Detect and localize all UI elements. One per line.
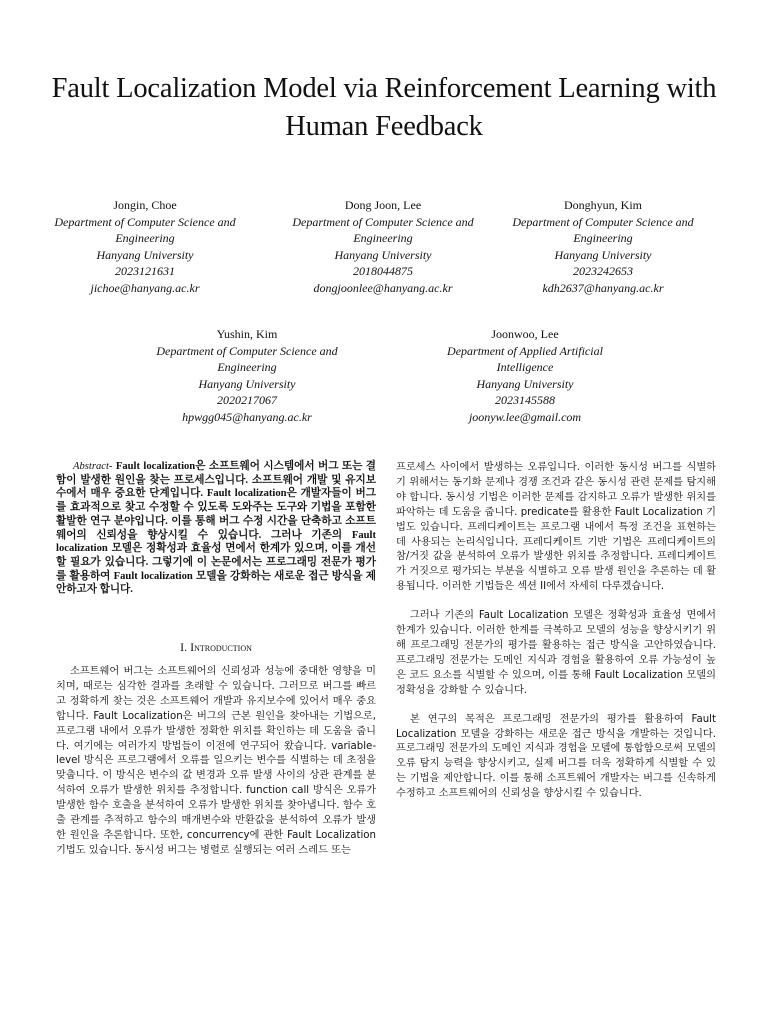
author-name: Jongin, Choe: [113, 198, 177, 212]
abstract: [56, 460, 376, 597]
author-block-4: [132, 326, 362, 425]
abstract-text: 모델을 강화하는 새로운 접근 방식을 제안하고자 합니다.: [56, 570, 376, 596]
author-block-1: [30, 197, 260, 296]
author-student-id: 2018044875: [353, 264, 413, 278]
author-university: Hanyang University: [198, 376, 296, 391]
abstract-text: 은 개발자들이 버그를 효과적으로 찾고 수정할 수 있도록 도와주는 도구와 기법을 포함한 활발한 연구 분야입니다. 이를 통해 버그 수정 시간을 단축하고 소프트웨어의 신뢰성을 향상시킬 수 있습니다. 그러나 기존의: [56, 488, 376, 541]
author-block-2: [268, 197, 498, 296]
abstract-label: Abstract-: [73, 461, 113, 472]
author-department: Department of Applied Artificial Intelligence: [447, 343, 603, 374]
author-name: Donghyun, Kim: [564, 198, 642, 212]
author-university: Hanyang University: [476, 376, 574, 391]
left-column: [56, 665, 376, 873]
author-department: Department of Computer Science and Engineering: [54, 214, 236, 245]
author-student-id: 2020217067: [217, 393, 277, 407]
right-column: [396, 461, 716, 816]
author-university: Hanyang University: [96, 247, 194, 262]
author-department: Department of Computer Science and Engineering: [292, 214, 474, 245]
author-student-id: 2023121631: [115, 264, 175, 278]
author-department: Department of Computer Science and Engineering: [156, 343, 338, 374]
paper-title: Fault Localization Model via Reinforcement Learning with Human Feedback: [51, 73, 717, 142]
paragraph: 프로세스 사이에서 발생하는 오류입니다. 이러한 동시성 버그를 식별하기 위해서는 동기화 문제나 경쟁 조건과 같은 동시성 관련 문제를 탐지해야 합니다. 동시성 기법은 이러한 문제를 감지하고 오류가 발생한 위치를 파악하는 데 도움을 줍니다. predicate를 활용한 Fault Localization 기법도 있습니다. 프레디케이트는 프로그램 내에서 특정 조건을 표현하는데 사용되는 논리식입니다. 프레디케이트 기반 기법은 프레디케이트의 참/거짓 값을 분석하여 오류가 발생한 위치를 추정합니다. 프레디케이트가 거짓으로 평가되는 부분을 식별하고 오류 발생 원인을 추론하는 데 활용됩니다. 이러한 기법들은 섹션 II에서 자세히 다루겠습니다.: [396, 462, 716, 593]
author-name: Dong Joon, Lee: [344, 198, 422, 212]
section-heading: I. Introduction: [180, 640, 252, 654]
paragraph: 소프트웨어 버그는 소프트웨어의 신뢰성과 성능에 중대한 영향을 미치며, 때로는 심각한 결과를 초래할 수 있습니다. 그러므로 버그를 빠르고 정확하게 찾는 것은 소프트웨어 개발과 유지보수에 있어서 매우 중요합니다. Fault Localization은 버그의 근본 원인을 찾아내는 기법으로, 프로그램 내에서 오류가 발생한 정확한 위치를 확인하는 데 도움을 줍니다. 여기에는 여러가지 방법들이 이전에 연구되어 왔습니다. variable-level 방식은 프로그램에서 오류를 일으키는 변수를 식별하는 데 초점을 맞춥니다. 이 방식은 변수의 값 변경과 오류 발생 사이의 상관 관계를 분석하여 오류가 발생한 위치를 추정합니다. function call 방식은 오류가 발생한 함수 호출을 분석하여 오류가 발생한 위치를 찾아냅니다. 함수 호출 관계를 추적하고 함수의 매개변수와 반환값을 분석하여 오류가 발생한 원인을 추론합니다. 또한, concurrency에 관한 Fault Localization 기법도 있습니다. 동시성 버그는 병렬로 실행되는 여러 스레드 또는: [56, 666, 376, 856]
author-university: Hanyang University: [554, 247, 652, 262]
abstract-text: 은 소프트웨어 시스템에서 버그 또는 결함이 발생한 원인을 찾는 프로세스입니다. 소프트웨어 개발 및 유지보수에서 매우 중요한 단계입니다.: [56, 461, 376, 500]
author-university: Hanyang University: [334, 247, 432, 262]
author-block-5: [410, 326, 640, 425]
author-email: dongjoonlee@hanyang.ac.kr: [313, 280, 453, 295]
paragraph: 그러나 기존의 Fault Localization 모델은 정확성과 효율성 면에서 한계가 있습니다. 이러한 한계를 극복하고 모델의 성능을 향상시키기 위해 프로그래밍 전문가의 평가를 활용하는 접근 방식을 고안하였습니다. 프로그래밍 전문가는 도메인 지식과 경험을 활용하여 오류 가능성이 높은 코드 요소를 식별할 수 있으며, 이를 통해 Fault Localization 모델의 정확성을 강화할 수 있습니다.: [396, 610, 716, 696]
abstract-keyword: Fault localization: [113, 570, 193, 582]
abstract-keyword: Fault localization: [115, 461, 196, 472]
author-email: jichoe@hanyang.ac.kr: [90, 280, 200, 295]
abstract-text: 모델은 정확성과 효율성 면에서 한계가 있으며, 이를 개선할 필요가 있습니다. 그렇기에 이 논문에서는 프로그래밍 전문가 평가를 활용하여: [56, 543, 376, 582]
paragraph: 본 연구의 목적은 프로그래밍 전문가의 평가를 활용하여 Fault Localization 모델을 강화하는 새로운 접근 방식을 개발하는 것입니다. 프로그래밍 전문가의 도메인 지식과 경험을 모델에 통합함으로써 모델의 오류 탐지 능력을 향상시키고, 실제 버그를 더욱 정확하게 식별할 수 있는 기법을 제안합니다. 이를 통해 소프트웨어 개발자는 버그를 신속하게 수정하고 소프트웨어의 신뢰성을 향상시킬 수 있습니다.: [396, 713, 716, 800]
author-name: Yushin, Kim: [216, 327, 278, 341]
author-block-3: [488, 197, 718, 296]
author-email: hpwgg045@hanyang.ac.kr: [182, 409, 312, 424]
author-email: kdh2637@hanyang.ac.kr: [542, 280, 664, 295]
author-student-id: 2023242653: [573, 264, 633, 278]
author-name: Joonwoo, Lee: [491, 327, 559, 341]
author-email: joonyw.lee@gmail.com: [468, 409, 582, 424]
abstract-keyword: Fault localization: [56, 529, 376, 555]
abstract-keyword: Fault localization: [206, 488, 287, 500]
author-department: Department of Computer Science and Engineering: [512, 214, 694, 245]
author-student-id: 2023145588: [495, 393, 555, 407]
